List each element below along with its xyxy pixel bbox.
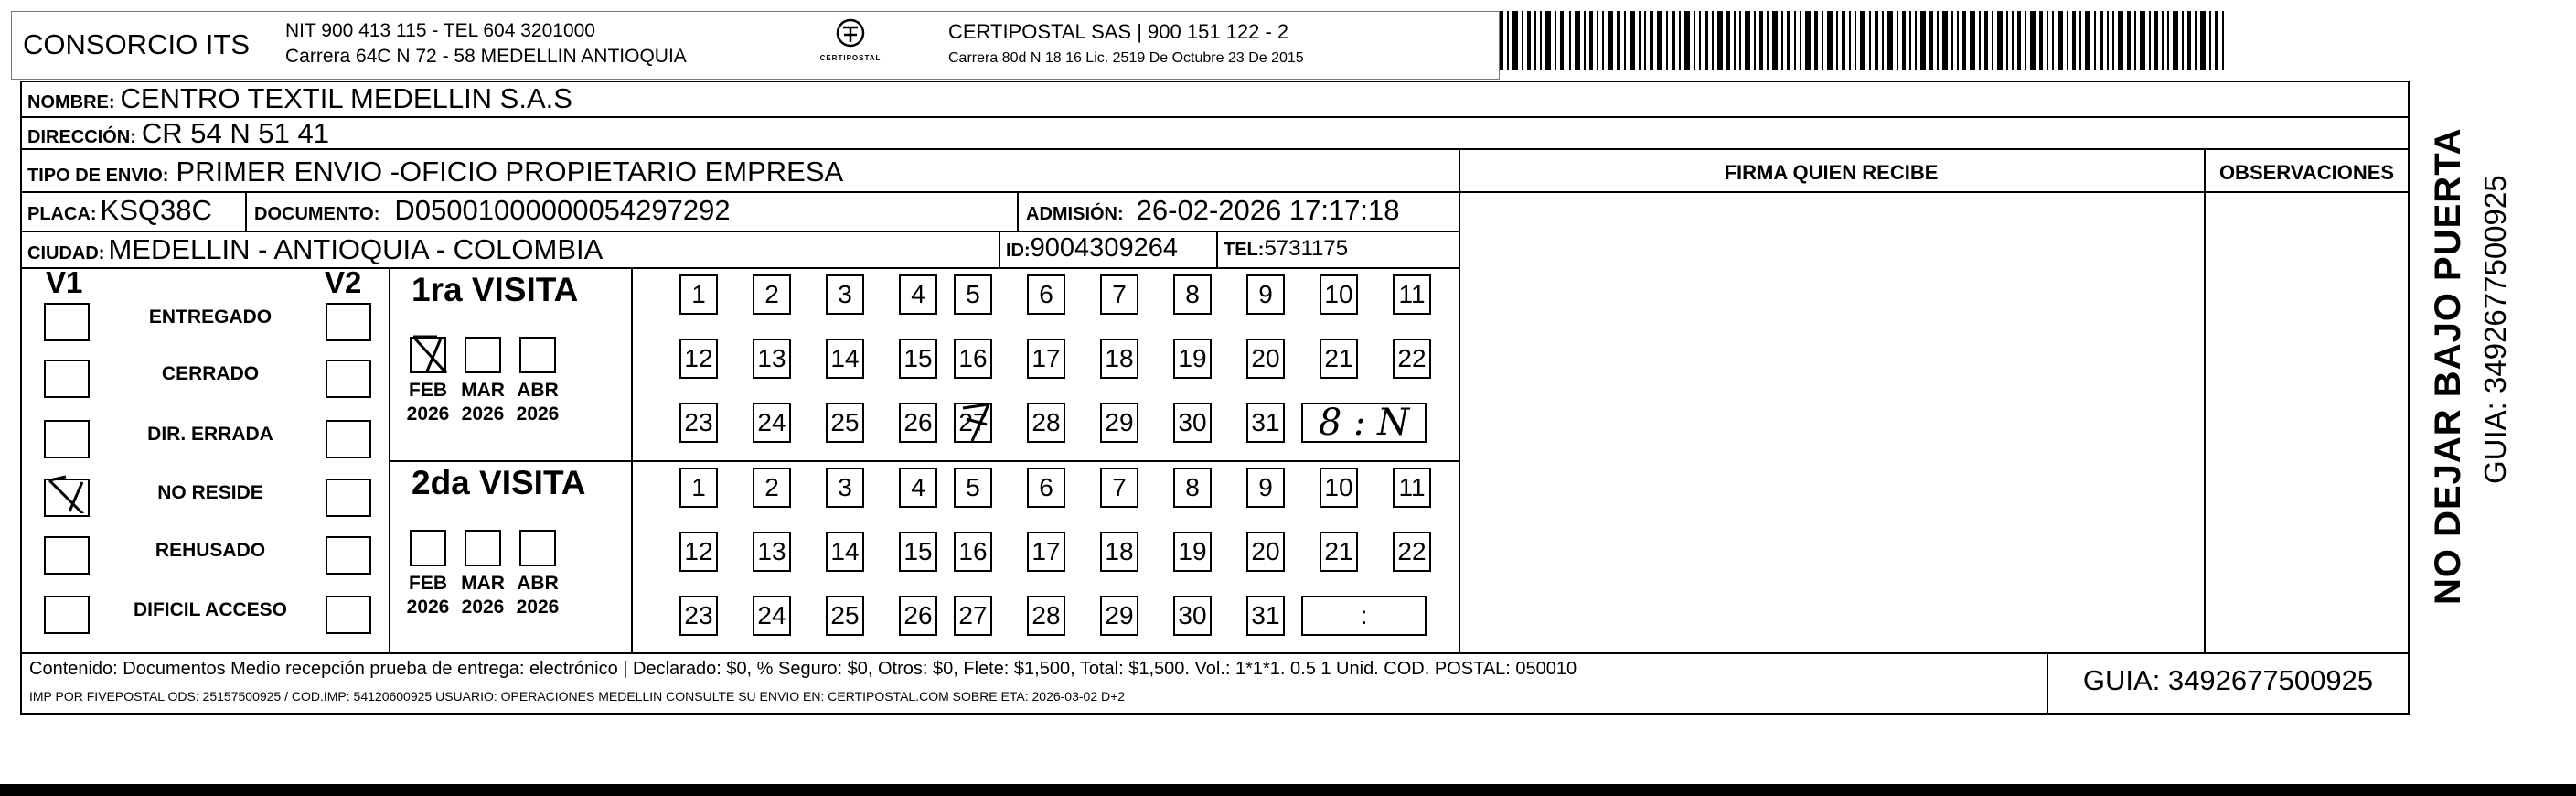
tipo-row (27, 156, 843, 188)
month-name: MAR (461, 573, 505, 594)
outcome-label: ENTREGADO (148, 307, 273, 328)
day-mark-icon (957, 401, 994, 458)
day-number: 17 (1031, 344, 1061, 372)
month-label (455, 379, 510, 426)
day-box[interactable] (1173, 274, 1212, 315)
direccion-row (27, 117, 329, 150)
day-box[interactable] (899, 274, 937, 315)
day-number: 27 (958, 408, 988, 436)
v1-checkbox[interactable] (44, 303, 90, 341)
month-label (510, 572, 565, 619)
bottom-edge-bar (0, 784, 2576, 796)
month-label (455, 572, 510, 619)
documento-field (254, 194, 731, 227)
day-box[interactable] (1393, 339, 1431, 379)
firma-label: FIRMA QUIEN RECIBE (1724, 161, 1939, 184)
day-box[interactable] (1393, 468, 1431, 508)
month-checkbox[interactable] (519, 337, 556, 373)
month-year: 2026 (461, 403, 505, 425)
ciudad-field (27, 233, 603, 266)
month-label (401, 572, 455, 619)
day-box[interactable] (1027, 274, 1065, 315)
day-box[interactable] (826, 274, 864, 315)
ciudad-value: MEDELLIN - ANTIOQUIA - COLOMBIA (108, 233, 604, 265)
day-number: 23 (684, 601, 713, 629)
day-box[interactable] (826, 532, 864, 572)
observaciones-label: OBSERVACIONES (2218, 161, 2395, 184)
day-number: 15 (903, 537, 933, 565)
day-number: 7 (1112, 280, 1127, 308)
v1-checkbox[interactable] (44, 420, 90, 458)
month-name: ABR (517, 380, 559, 401)
day-box[interactable] (826, 596, 864, 636)
day-number: 9 (1258, 473, 1273, 501)
company-name: CONSORCIO ITS (23, 28, 251, 60)
day-box[interactable] (679, 596, 718, 636)
tel-value: 5731175 (1264, 236, 1349, 261)
v2-header: V2 (325, 265, 362, 299)
day-number: 4 (911, 473, 925, 501)
day-box[interactable] (1393, 274, 1431, 315)
visit-title: 2da VISITA (412, 464, 586, 501)
id-field (1006, 233, 1178, 264)
day-box[interactable] (1100, 596, 1138, 636)
day-box[interactable] (1027, 468, 1065, 508)
month-checkbox[interactable] (410, 530, 446, 566)
day-number: 16 (958, 537, 988, 565)
day-number: 4 (911, 280, 925, 308)
v2-checkbox[interactable] (326, 360, 371, 398)
day-box[interactable] (1027, 339, 1065, 379)
day-number: 30 (1178, 408, 1207, 436)
day-box[interactable] (679, 468, 718, 508)
outcome-label: NO RESIDE (157, 482, 263, 503)
month-year: 2026 (516, 597, 560, 618)
month-checkbox[interactable] (410, 337, 446, 373)
day-number: 11 (1398, 473, 1426, 501)
day-number: 26 (903, 601, 933, 629)
day-number: 11 (1398, 280, 1426, 308)
outcome-label: REHUSADO (155, 540, 266, 561)
side-warning: NO DEJAR BAJO PUERTA (2428, 127, 2468, 605)
tel-label: TEL: (1224, 240, 1265, 260)
day-box[interactable] (1320, 532, 1358, 572)
month-name: MAR (461, 380, 505, 401)
carrier-name: CERTIPOSTAL SAS | 900 151 122 - 2 (948, 20, 1289, 43)
day-box[interactable] (1320, 274, 1358, 315)
day-number: 6 (1039, 473, 1053, 501)
day-number: 25 (830, 408, 860, 436)
day-box[interactable] (1246, 403, 1285, 443)
day-box[interactable] (1027, 532, 1065, 572)
day-box[interactable] (899, 468, 937, 508)
day-number: 9 (1258, 280, 1273, 308)
v1-checkbox[interactable] (44, 360, 90, 398)
month-label (401, 379, 455, 426)
day-number: 21 (1324, 344, 1353, 372)
certipostal-logo (814, 18, 887, 73)
check-mark-icon (46, 475, 88, 513)
day-number: 3 (838, 473, 852, 501)
month-year: 2026 (461, 597, 505, 618)
v1-checkbox[interactable] (44, 479, 90, 517)
day-number: 26 (903, 408, 933, 436)
day-box[interactable] (1100, 532, 1138, 572)
admision-label: ADMISIÓN: (1026, 204, 1124, 224)
footer-guia: GUIA: 3492677500925 (2082, 664, 2374, 696)
day-number: 27 (958, 601, 988, 629)
day-number: 18 (1105, 537, 1134, 565)
day-number: 29 (1105, 408, 1134, 436)
documento-label: DOCUMENTO: (254, 204, 380, 224)
day-box[interactable] (1173, 532, 1212, 572)
day-box[interactable] (1246, 532, 1285, 572)
observaciones-area[interactable] (2206, 193, 2408, 651)
month-label (510, 379, 565, 426)
day-box[interactable] (954, 596, 992, 636)
day-box[interactable] (1246, 274, 1285, 315)
day-box[interactable] (954, 532, 992, 572)
day-number: 25 (830, 601, 860, 629)
day-number: 31 (1251, 408, 1280, 436)
day-box[interactable] (1173, 468, 1212, 508)
day-box[interactable] (1173, 339, 1212, 379)
day-box[interactable] (899, 532, 937, 572)
ciudad-label: CIUDAD: (27, 243, 105, 264)
day-number: 10 (1324, 473, 1353, 501)
day-number: 16 (958, 344, 988, 372)
day-box[interactable] (679, 339, 718, 379)
day-number: 13 (757, 537, 786, 565)
day-box[interactable] (753, 403, 791, 443)
day-number: 22 (1397, 344, 1427, 372)
placa-label: PLACA: (27, 204, 97, 224)
month-checkbox[interactable] (519, 530, 556, 566)
documento-value: D05001000000054297292 (394, 194, 731, 226)
day-number: 30 (1178, 601, 1207, 629)
day-box[interactable] (1100, 274, 1138, 315)
day-box[interactable] (753, 532, 791, 572)
day-number: 24 (757, 601, 786, 629)
footer-imp-line: IMP POR FIVEPOSTAL ODS: 25157500925 / COD.IMP: 54120600925 USUARIO: OPERACIONES MEDELLIN CONSULTE SU ENVIO EN: CERTIPOSTAL.COM SOBRE ETA: 2026-03-02 D+2 (29, 689, 1126, 704)
day-number: 8 (1185, 473, 1200, 501)
placa-field (27, 194, 212, 227)
v1-checkbox[interactable] (44, 536, 90, 575)
time-box[interactable]: : (1301, 596, 1427, 636)
nombre-label: NOMBRE: (27, 92, 115, 113)
day-number: 19 (1178, 537, 1207, 565)
day-box[interactable] (753, 339, 791, 379)
day-box[interactable] (954, 468, 992, 508)
day-box[interactable] (1320, 468, 1358, 508)
side-guia: GUIA: 3492677500925 (2478, 175, 2512, 484)
day-box[interactable] (954, 274, 992, 315)
day-box[interactable] (954, 403, 992, 443)
day-number: 24 (757, 408, 786, 436)
month-year: 2026 (406, 403, 450, 425)
day-box[interactable] (1246, 339, 1285, 379)
footer-content-line: Contenido: Documentos Medio recepción prueba de entrega: electrónico | Declarado: $0, % Seguro: $0, Otros: $0, Flete: $1,500, Total: $1,500. Vol.: 1*1*1. 0.5 1 Unid. COD. POSTAL: 050010 (29, 659, 1577, 679)
v2-checkbox[interactable] (326, 479, 371, 517)
day-number: 3 (838, 280, 852, 308)
day-number: 29 (1105, 601, 1134, 629)
day-number: 13 (757, 344, 786, 372)
day-box[interactable] (1393, 532, 1431, 572)
day-number: 31 (1251, 601, 1280, 629)
day-number: 21 (1324, 537, 1353, 565)
v1-header: V1 (46, 265, 83, 299)
day-number: 14 (830, 537, 860, 565)
day-number: 19 (1178, 344, 1207, 372)
month-name: FEB (409, 380, 447, 401)
day-number: 2 (764, 280, 779, 308)
day-box[interactable] (826, 468, 864, 508)
company-nit: NIT 900 413 115 - TEL 604 3201000 (285, 20, 595, 41)
direccion-label: DIRECCIÓN: (27, 127, 136, 147)
day-box[interactable] (679, 403, 718, 443)
v2-checkbox[interactable] (326, 420, 371, 458)
day-box[interactable] (1027, 403, 1065, 443)
id-value: 9004309264 (1030, 233, 1178, 263)
day-number: 2 (764, 473, 779, 501)
day-box[interactable] (1027, 596, 1065, 636)
certipostal-logo-icon (832, 18, 869, 49)
day-number: 12 (684, 344, 713, 372)
day-number: 14 (830, 344, 860, 372)
admision-field (1026, 194, 1400, 227)
day-box[interactable] (826, 403, 864, 443)
time-box[interactable]: 8 : N (1301, 403, 1427, 443)
month-name: ABR (517, 573, 559, 594)
nombre-value: CENTRO TEXTIL MEDELLIN S.A.S (120, 82, 572, 114)
day-number: 1 (691, 473, 706, 501)
day-number: 20 (1251, 344, 1280, 372)
day-number: 20 (1251, 537, 1280, 565)
placa-value: KSQ38C (100, 194, 212, 226)
v2-checkbox[interactable] (326, 303, 371, 341)
day-box[interactable] (1100, 403, 1138, 443)
firma-area[interactable] (1460, 193, 2202, 651)
v1-checkbox[interactable] (44, 596, 90, 634)
check-mark-icon (410, 333, 450, 373)
day-box[interactable] (1173, 403, 1212, 443)
day-box[interactable] (753, 596, 791, 636)
day-box[interactable] (1100, 339, 1138, 379)
month-checkbox[interactable] (465, 530, 501, 566)
tipo-value: PRIMER ENVIO -OFICIO PROPIETARIO EMPRESA (176, 156, 844, 188)
nombre-row (27, 82, 572, 115)
admision-value: 26-02-2026 17:17:18 (1136, 194, 1400, 226)
outcome-label: DIFICIL ACCESO (133, 599, 287, 620)
month-year: 2026 (516, 403, 560, 425)
day-box[interactable] (753, 468, 791, 508)
v2-checkbox[interactable] (326, 536, 371, 575)
day-box[interactable] (899, 339, 937, 379)
day-number: 18 (1105, 344, 1134, 372)
day-box[interactable] (899, 596, 937, 636)
day-number: 7 (1112, 473, 1127, 501)
day-box[interactable] (899, 403, 937, 443)
day-number: 5 (966, 473, 980, 501)
month-name: FEB (409, 573, 447, 594)
day-box[interactable] (1246, 596, 1285, 636)
company-address: Carrera 64C N 72 - 58 MEDELLIN ANTIOQUIA (285, 46, 687, 67)
day-number: 12 (684, 537, 713, 565)
day-box[interactable] (753, 274, 791, 315)
tel-field (1224, 236, 1348, 262)
visit-title: 1ra VISITA (412, 271, 579, 308)
day-box[interactable] (1246, 468, 1285, 508)
day-box[interactable] (1320, 339, 1358, 379)
outcome-label: DIR. ERRADA (147, 424, 273, 445)
logo-text: CERTIPOSTAL (819, 54, 882, 62)
day-box[interactable] (679, 532, 718, 572)
day-box[interactable] (954, 339, 992, 379)
carrier-address: Carrera 80d N 18 16 Lic. 2519 De Octubre 23 De 2015 (948, 50, 1304, 66)
month-checkbox[interactable] (465, 337, 501, 373)
direccion-value: CR 54 N 51 41 (141, 117, 329, 149)
day-number: 5 (966, 280, 980, 308)
day-box[interactable] (1100, 468, 1138, 508)
day-number: 17 (1031, 537, 1061, 565)
day-number: 28 (1031, 601, 1061, 629)
day-box[interactable] (826, 339, 864, 379)
day-box[interactable] (1173, 596, 1212, 636)
day-number: 6 (1039, 280, 1053, 308)
tipo-label: TIPO DE ENVIO: (27, 166, 169, 186)
day-number: 8 (1185, 280, 1200, 308)
v2-checkbox[interactable] (326, 596, 371, 634)
day-number: 22 (1397, 537, 1427, 565)
day-number: 28 (1031, 408, 1061, 436)
day-box[interactable] (679, 274, 718, 315)
day-number: 1 (691, 280, 706, 308)
id-label: ID: (1006, 241, 1031, 261)
day-number: 10 (1324, 280, 1353, 308)
outcome-label: CERRADO (161, 363, 260, 384)
month-year: 2026 (406, 597, 450, 618)
day-number: 15 (903, 344, 933, 372)
day-number: 23 (684, 408, 713, 436)
